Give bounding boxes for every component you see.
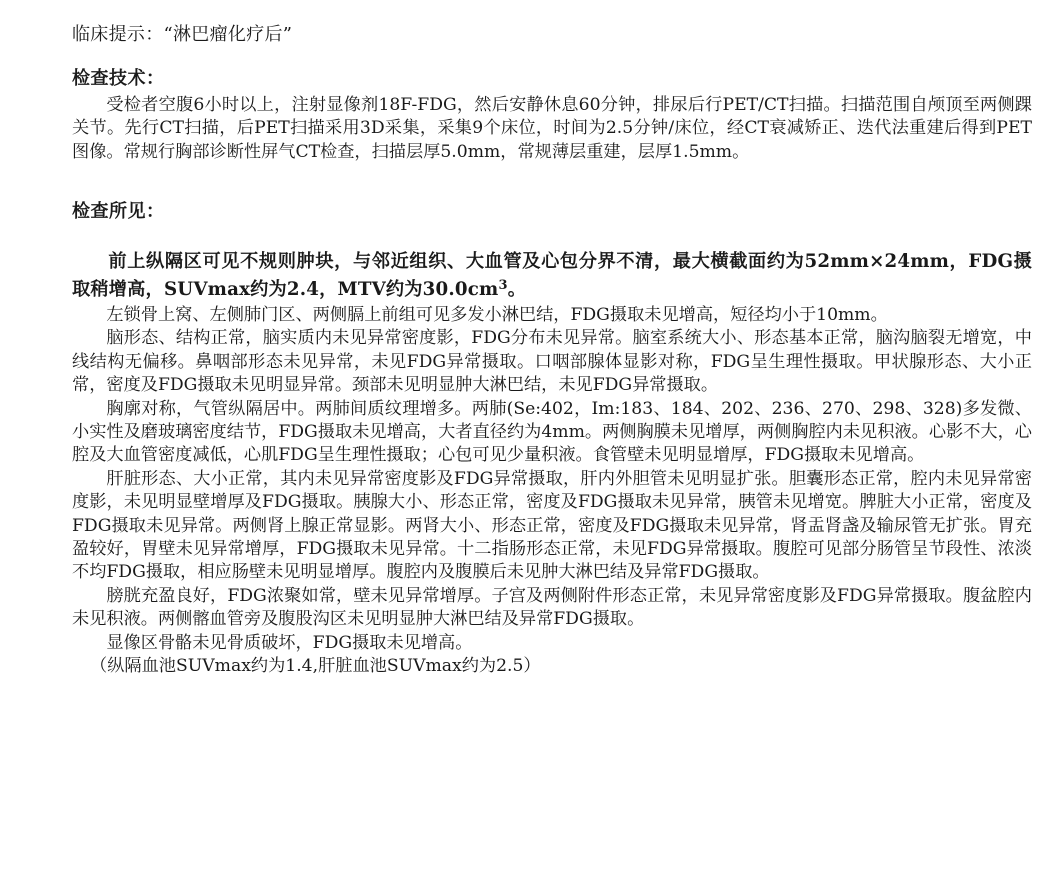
findings-body: [72, 248, 1032, 679]
finding-head-neck: 脑形态、结构正常，脑实质内未见异常密度影，FDG分布未见异常。脑室系统大小、形态基本正常，脑沟脑裂无增宽，中线结构无偏移。鼻咽部形态未见异常，未见FDG异常摄取。口咽部腺体显影对称，FDG呈生理性摄取。甲状腺形态、大小正常，密度及FDG摄取未见明显异常。颈部未见明显肿大淋巴结，未见FDG异常摄取。: [72, 328, 1032, 396]
finding-bone: 显像区骨骼未见骨质破坏，FDG摄取未见增高。: [106, 632, 473, 653]
technique-paragraph: 受检者空腹6小时以上，注射显像剂18F-FDG，然后安静休息60分钟，排尿后行PET/CT扫描。扫描范围自颅顶至两侧踝关节。先行CT扫描，后PET扫描采用3D采集，采集9个床位，时间为2.5分钟/床位，经CT衰减矫正、迭代法重建后得到PET图像。常规行胸部诊断性屏气CT检查，扫描层厚5.0mm，常规薄层重建，层厚1.5mm。: [72, 95, 1032, 162]
clinical-hint: 临床提示：“淋巴瘤化疗后”: [72, 24, 293, 45]
key-finding-end: 。: [507, 279, 527, 300]
finding-lymph-nodes: 左锁骨上窝、左侧肺门区、两侧膈上前组可见多发小淋巴结，FDG摄取未见增高，短径均小于10mm。: [106, 305, 888, 325]
blood-pool-note: （纵隔血池SUVmax约为1.4,肝脏血池SUVmax约为2.5）: [90, 656, 541, 677]
finding-chest: 胸廓对称，气管纵隔居中。两肺间质纹理增多。两肺(Se:402，Im:183、184、202、236、270、298、328)多发微、小实性及磨玻璃密度结节，FDG摄取未见增高，大者直径约为4mm。两侧胸膜未见增厚，两侧胸腔内未见积液。心影不大，心腔及大血管密度减低，心肌FDG呈生理性摄取；心包可见少量积液。食管壁未见明显增厚，FDG摄取未见增高。: [72, 398, 1032, 466]
technique-title: 检查技术：: [72, 68, 165, 89]
key-finding-superscript: 3: [498, 278, 508, 293]
finding-pelvis: 膀胱充盈良好，FDG浓聚如常，壁未见异常增厚。子宫及两侧附件形态正常，未见异常密度影及FDG异常摄取。腹盆腔内未见积液。两侧髂血管旁及腹股沟区未见明显肿大淋巴结及异常FDG摄取。: [72, 585, 1032, 630]
key-finding-text: 前上纵隔区可见不规则肿块，与邻近组织、大血管及心包分界不清，最大横截面约为52mm×24mm，FDG摄取稍增高，SUVmax约为2.4，MTV约为30.0cm: [72, 251, 1032, 300]
finding-abdomen: 肝脏形态、大小正常，其内未见异常密度影及FDG异常摄取，肝内外胆管未见明显扩张。胆囊形态正常，腔内未见异常密度影，未见明显壁增厚及FDG摄取。胰腺大小、形态正常，密度及FDG摄取未见异常，胰管未见增宽。脾脏大小正常，密度及FDG摄取未见异常。两侧肾上腺正常显影。两肾大小、形态正常，密度及FDG摄取未见异常，肾盂肾盏及输尿管无扩张。胃充盈较好，胃壁未见异常增厚，FDG摄取未见异常。十二指肠形态正常，未见FDG异常摄取。腹腔可见部分肠管呈节段性、浓淡不均FDG摄取，相应肠壁未见明显增厚。腹腔内及腹膜后未见肿大淋巴结及异常FDG摄取。: [72, 468, 1032, 583]
findings-title: 检查所见：: [72, 201, 165, 222]
key-finding: [72, 248, 1032, 304]
